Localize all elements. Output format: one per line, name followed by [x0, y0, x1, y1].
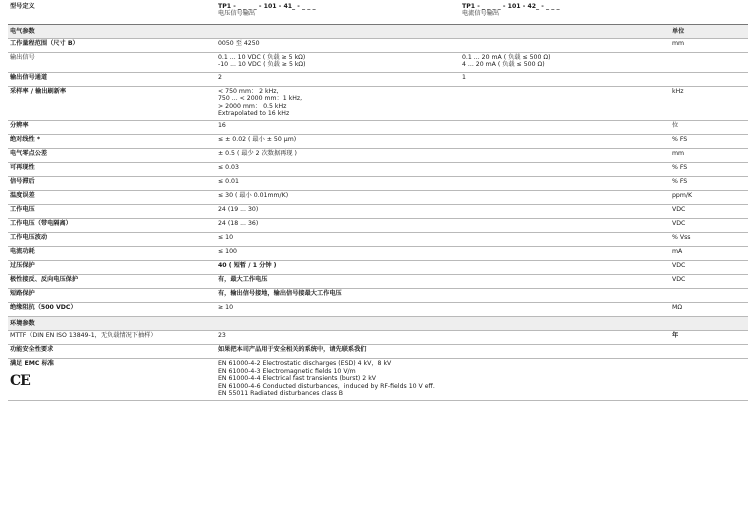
- row-current-value: [460, 275, 670, 288]
- table-row: [8, 289, 748, 303]
- row-voltage-value-line: 24 (18 ... 36): [218, 220, 259, 228]
- row-voltage-value-line: 16: [218, 122, 226, 130]
- header-voltage: [216, 2, 460, 24]
- row-unit-line: % FS: [672, 136, 688, 144]
- row-current-value: [460, 233, 670, 246]
- row-current-value-line: 4 ... 20 mA ( 负载 ≤ 500 Ω): [462, 61, 545, 69]
- row-label-line: 工作量程范围（尺寸 B）: [10, 40, 79, 47]
- row-label-line: 功能安全性要求: [10, 346, 54, 354]
- row-unit: [670, 233, 748, 246]
- row-unit-line: % FS: [672, 164, 688, 172]
- row-value-line: EN 55011 Radiated disturbances class B: [218, 390, 344, 398]
- row-voltage-value: [216, 149, 460, 162]
- row-unit: [670, 261, 748, 274]
- row-voltage-value-line: 750 ... < 2000 mm：1 kHz,: [218, 95, 303, 103]
- row-unit-line: % Vss: [672, 234, 691, 242]
- row-voltage-value-line: ≤ 30 ( 最小 0.01mm/K): [218, 192, 289, 200]
- row-voltage-value-line: ≤ 10: [218, 234, 234, 242]
- table-row: [8, 177, 748, 191]
- row-unit-line: mm: [672, 150, 685, 158]
- row-unit: [670, 219, 748, 232]
- row-unit: [670, 53, 748, 72]
- row-current-value-line: 0.1 ... 20 mA ( 负载 ≤ 500 Ω): [462, 54, 551, 61]
- row-unit-line: MΩ: [672, 304, 683, 312]
- table-row: [8, 53, 748, 73]
- row-value: [216, 331, 670, 344]
- table-row: [8, 247, 748, 261]
- row-current-value: [460, 261, 670, 274]
- row-voltage-value-line: 有，输出信号接地，输出信号接最大工作电压: [218, 290, 342, 298]
- row-label: [8, 331, 216, 344]
- row-voltage-value: [216, 163, 460, 176]
- row-voltage-value: [216, 233, 460, 246]
- header-label: 型号定义: [10, 3, 35, 10]
- row-label: [8, 73, 216, 86]
- section-electrical-label: 电气参数: [10, 27, 35, 35]
- table-row: [8, 191, 748, 205]
- row-unit: [670, 39, 748, 52]
- row-label-line: 短路保护: [10, 290, 35, 298]
- row-unit: [670, 163, 748, 176]
- row-current-value: [460, 121, 670, 134]
- row-voltage-value: [216, 275, 460, 288]
- row-voltage-value-line: -10 ... 10 VDC ( 负载 ≥ 5 kΩ): [218, 61, 306, 69]
- section-electrical: [8, 25, 748, 39]
- table-row: [8, 135, 748, 149]
- table-row: [8, 345, 748, 359]
- table-row: [8, 261, 748, 275]
- row-unit: [670, 289, 748, 302]
- table-row: [8, 39, 748, 53]
- row-voltage-value-line: 40 ( 短暂 / 1 分钟 ): [218, 262, 277, 270]
- row-unit: [670, 359, 748, 400]
- table-row: [8, 149, 748, 163]
- row-label: [8, 359, 216, 400]
- row-unit-line: 位: [672, 122, 679, 130]
- row-label-line: 采样率 / 输出刷新率: [10, 87, 67, 95]
- header-current-sub: 电流信号输出: [462, 10, 500, 18]
- row-unit: [670, 73, 748, 86]
- row-label: [8, 247, 216, 260]
- row-label: [8, 121, 216, 134]
- row-voltage-value: [216, 53, 460, 72]
- row-voltage-value-line: ≤ 0.03: [218, 164, 239, 172]
- row-unit: [670, 275, 748, 288]
- row-unit: [670, 135, 748, 148]
- table-row: [8, 359, 748, 401]
- row-unit-line: % FS: [672, 178, 688, 186]
- row-voltage-value-line: ± 0.5 ( 最少 2 次数据再现 ): [218, 150, 297, 158]
- row-voltage-value: [216, 289, 670, 302]
- unit-header: 单位: [672, 27, 685, 35]
- row-current-value: [460, 87, 670, 121]
- header-row: [8, 2, 748, 25]
- header-voltage-sub: 电压信号输出: [218, 10, 256, 18]
- spec-table: [8, 2, 748, 401]
- section-environment: [8, 317, 748, 331]
- row-voltage-value: [216, 39, 460, 52]
- row-voltage-value: [216, 303, 460, 316]
- row-label: [8, 177, 216, 190]
- row-current-value: [460, 163, 670, 176]
- row-voltage-value: [216, 121, 460, 134]
- row-label: [8, 135, 216, 148]
- row-label: [8, 219, 216, 232]
- table-row: [8, 275, 748, 289]
- row-current-value: [460, 205, 670, 218]
- row-voltage-value-line: ≤ 0.01: [218, 178, 239, 186]
- row-label: [8, 275, 216, 288]
- row-label: [8, 149, 216, 162]
- table-row: [8, 87, 748, 122]
- row-current-value: [460, 149, 670, 162]
- row-voltage-value: [216, 247, 460, 260]
- row-label: [8, 345, 216, 358]
- row-value-line: EN 61000-4-4 Electrical fast transients (burst) 2 kV: [218, 375, 377, 383]
- row-label-line: 绝缘阻抗（500 VDC）: [10, 304, 77, 312]
- row-label: [8, 289, 216, 302]
- table-row: [8, 121, 748, 135]
- row-voltage-value: [216, 205, 460, 218]
- row-unit-line: 年: [672, 332, 679, 340]
- header-voltage-code: TP1 - _ _ _ _ - 101 - 41_ - _ _ _: [218, 3, 316, 10]
- row-unit-line: kHz: [672, 87, 684, 95]
- row-voltage-value-line: 0050 至 4250: [218, 40, 260, 47]
- row-unit: [670, 121, 748, 134]
- row-unit-line: mm: [672, 40, 685, 47]
- table-row: [8, 219, 748, 233]
- row-unit-line: ppm/K: [672, 192, 693, 200]
- table-row: [8, 205, 748, 219]
- row-unit-line: VDC: [672, 206, 686, 214]
- table-row: [8, 163, 748, 177]
- row-value: [216, 359, 670, 400]
- row-unit-line: VDC: [672, 262, 686, 270]
- row-label-line: 工作电压波动: [10, 234, 48, 242]
- row-unit: [670, 303, 748, 316]
- row-unit: [670, 247, 748, 260]
- row-voltage-value: [216, 87, 460, 121]
- row-voltage-value-line: > 2000 mm： 0.5 kHz: [218, 102, 287, 110]
- row-label-line: 输出信号: [10, 54, 35, 61]
- table-row: [8, 233, 748, 247]
- ce-mark-icon: CE: [10, 372, 30, 389]
- electrical-rows: [8, 39, 748, 317]
- row-unit: [670, 331, 748, 344]
- row-label: [8, 233, 216, 246]
- row-unit: [670, 205, 748, 218]
- row-voltage-value-line: Extrapolated to 16 kHz: [218, 110, 290, 118]
- row-voltage-value-line: < 750 mm： 2 kHz,: [218, 87, 279, 95]
- row-value-line: 如果把本司产品用于安全相关的系统中，请先联系我们: [218, 346, 367, 354]
- row-unit: [670, 177, 748, 190]
- row-value-line: 23: [218, 332, 226, 340]
- row-label-line: 信号滞后: [10, 178, 35, 186]
- row-label-line: 过压保护: [10, 262, 35, 270]
- row-label: [8, 205, 216, 218]
- row-unit-line: VDC: [672, 220, 686, 228]
- environment-rows: [8, 331, 748, 401]
- row-label-line: MTTF（DIN EN ISO 13849-1，无负载情况下抽样）: [10, 332, 157, 340]
- row-value-line: EN 61000-4-3 Electromagnetic fields 10 V/m: [218, 367, 356, 375]
- row-label: [8, 39, 216, 52]
- row-current-value: [460, 247, 670, 260]
- row-voltage-value: [216, 219, 460, 232]
- row-label-line: 工作电压（带电隔离）: [10, 220, 72, 228]
- row-voltage-value: [216, 261, 460, 274]
- table-row: [8, 331, 748, 345]
- row-value: [216, 345, 670, 358]
- row-voltage-value-line: ≥ 10: [218, 304, 234, 312]
- row-current-value: [460, 73, 670, 86]
- row-label-line: 温度误差: [10, 192, 35, 200]
- row-current-value: [460, 39, 670, 52]
- row-label: [8, 163, 216, 176]
- row-voltage-value-line: 24 (19 ... 30): [218, 206, 259, 214]
- row-current-value: [460, 135, 670, 148]
- row-label-line: 分辨率: [10, 122, 29, 130]
- row-voltage-value-line: ≤ ± 0.02 ( 最小 ± 50 µm): [218, 136, 297, 144]
- row-label: [8, 261, 216, 274]
- row-voltage-value-line: 2: [218, 73, 222, 81]
- row-voltage-value-line: 有，最大工作电压: [218, 276, 268, 284]
- row-label-line: 绝对线性 *: [10, 136, 41, 144]
- section-env-label: 环境参数: [10, 320, 35, 328]
- row-label: [8, 53, 216, 72]
- row-unit: [670, 149, 748, 162]
- row-unit: [670, 87, 748, 121]
- header-current: [460, 2, 670, 24]
- row-voltage-value: [216, 177, 460, 190]
- row-current-value: [460, 303, 670, 316]
- row-unit-line: VDC: [672, 276, 686, 284]
- row-label-line: 电气零点公差: [10, 150, 48, 158]
- row-label-line: 极性接反、反向电压保护: [10, 276, 79, 284]
- row-current-value: [460, 53, 670, 72]
- row-unit-line: mA: [672, 248, 683, 256]
- row-voltage-value-line: ≤ 100: [218, 248, 237, 256]
- row-unit: [670, 191, 748, 204]
- row-label-line: 可再现性: [10, 164, 35, 172]
- row-voltage-value: [216, 135, 460, 148]
- row-voltage-value-line: 0.1 ... 10 VDC ( 负载 ≥ 5 kΩ): [218, 54, 306, 61]
- row-voltage-value: [216, 73, 460, 86]
- row-label: [8, 87, 216, 121]
- row-label: [8, 191, 216, 204]
- table-row: [8, 303, 748, 317]
- row-current-value: [460, 219, 670, 232]
- row-voltage-value: [216, 191, 460, 204]
- row-label-line: 满足 EMC 标准: [10, 360, 54, 368]
- table-row: [8, 73, 748, 87]
- row-current-value: [460, 177, 670, 190]
- row-label-line: 电流功耗: [10, 248, 35, 256]
- row-current-value-line: 1: [462, 73, 466, 81]
- row-label: [8, 303, 216, 316]
- row-value-line: EN 61000-4-2 Electrostatic discharges (ESD) 4 kV，8 kV: [218, 360, 392, 368]
- row-label-line: 工作电压: [10, 206, 35, 214]
- header-current-code: TP1 - _ _ _ _ - 101 - 42_ - _ _ _: [462, 3, 560, 10]
- row-label-line: 输出信号通道: [10, 73, 48, 81]
- row-current-value: [460, 191, 670, 204]
- row-unit: [670, 345, 748, 358]
- row-value-line: EN 61000-4-6 Conducted disturbances，induced by RF-fields 10 V eff.: [218, 382, 435, 390]
